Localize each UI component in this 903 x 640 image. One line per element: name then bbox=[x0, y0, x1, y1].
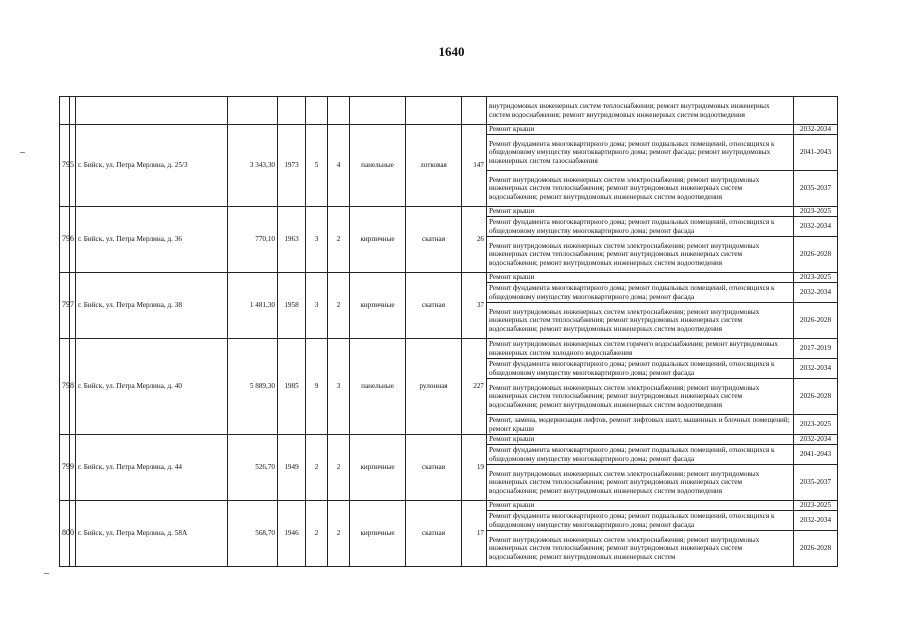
floors: 3 bbox=[306, 207, 328, 273]
entrances: 2 bbox=[328, 435, 350, 501]
total-area: 568,70 bbox=[228, 501, 278, 567]
work-period: 2041-2043 bbox=[794, 135, 838, 171]
roof-type: скатная bbox=[406, 435, 462, 501]
wall-material: кирпичные bbox=[350, 435, 406, 501]
work-description: Ремонт внутридомовых инженерных систем электроснабжения; ремонт внутридомовых инженерных систем теплоснабжения; ремонт внутридомовых инженерных систем водоснабжения; ремонт внутридомовых инженерных систем водоотведения bbox=[487, 465, 794, 501]
roof-type: скатная bbox=[406, 273, 462, 339]
work-description: Ремонт внутридомовых инженерных систем горячего водоснабжения; ремонт внутридомовых инженерных систем холодного водоснабжения bbox=[487, 339, 794, 359]
cell bbox=[406, 97, 462, 125]
work-description: Ремонт фундамента многоквартирного дома; ремонт подвальных помещений, относящихся к общедомовому имуществу многоквартирного дома; ремонт фасада bbox=[487, 445, 794, 465]
roof-type: рулонная bbox=[406, 339, 462, 435]
entrances: 2 bbox=[328, 501, 350, 567]
build-year: 1973 bbox=[278, 125, 306, 207]
row-number: 795 bbox=[60, 125, 70, 207]
row-number: 800 bbox=[60, 501, 70, 567]
work-period: 2026-2028 bbox=[794, 379, 838, 415]
repair-program-table bbox=[59, 96, 838, 567]
total-area: 1 481,30 bbox=[228, 273, 278, 339]
wall-material: панельные bbox=[350, 339, 406, 435]
build-year: 1949 bbox=[278, 435, 306, 501]
row-number: 797 bbox=[60, 273, 70, 339]
entrances: 4 bbox=[328, 125, 350, 207]
work-description: Ремонт крыши bbox=[487, 207, 794, 217]
work-description: Ремонт внутридомовых инженерных систем электроснабжения; ремонт внутридомовых инженерных систем теплоснабжения; ремонт внутридомовых инженерных систем водоснабжения; ремонт внутридомовых инженерных систем водоотведения bbox=[487, 303, 794, 339]
entrances: 2 bbox=[328, 273, 350, 339]
cell bbox=[278, 97, 306, 125]
work-description: Ремонт крыши bbox=[487, 125, 794, 135]
work-period: 2032-2034 bbox=[794, 511, 838, 531]
residents: 37 bbox=[462, 273, 487, 339]
work-description: Ремонт внутридомовых инженерных систем электроснабжения; ремонт внутридомовых инженерных систем теплоснабжения; ремонт внутридомовых инженерных систем водоснабжения; ремонт внутридомовых инженерных систем водоотведения bbox=[487, 171, 794, 207]
row-number: 796 bbox=[60, 207, 70, 273]
residents: 19 bbox=[462, 435, 487, 501]
total-area: 526,70 bbox=[228, 435, 278, 501]
roof-type: скатная bbox=[406, 501, 462, 567]
table-row bbox=[60, 207, 838, 217]
cell bbox=[462, 97, 487, 125]
work-period: 2032-2034 bbox=[794, 435, 838, 445]
total-area: 770,10 bbox=[228, 207, 278, 273]
work-period: 2026-2028 bbox=[794, 237, 838, 273]
work-period: 2023-2025 bbox=[794, 501, 838, 511]
residents: 17 bbox=[462, 501, 487, 567]
scan-mark bbox=[20, 152, 25, 153]
continuation-row bbox=[60, 97, 838, 125]
work-description: Ремонт крыши bbox=[487, 501, 794, 511]
entrances: 3 bbox=[328, 339, 350, 435]
work-period: 2023-2025 bbox=[794, 273, 838, 283]
work-period: 2032-2034 bbox=[794, 359, 838, 379]
build-year: 1963 bbox=[278, 207, 306, 273]
work-period: 2035-2037 bbox=[794, 465, 838, 501]
work-description: Ремонт внутридомовых инженерных систем электроснабжения; ремонт внутридомовых инженерных систем теплоснабжения; ремонт внутридомовых инженерных систем водоснабжения; ремонт внутридомовых инженерных систем водоотведения bbox=[487, 237, 794, 273]
address: г. Бийск, ул. Петра Мерлина, д. 25/3 bbox=[76, 125, 228, 207]
work-description: Ремонт внутридомовых инженерных систем электроснабжения; ремонт внутридомовых инженерных систем теплоснабжения; ремонт внутридомовых инженерных систем водоснабжения; ремонт внутридомовых инженерных систем bbox=[487, 531, 794, 567]
wall-material: кирпичные bbox=[350, 273, 406, 339]
work-period: 2017-2019 bbox=[794, 339, 838, 359]
work-period: 2035-2037 bbox=[794, 171, 838, 207]
cell bbox=[350, 97, 406, 125]
work-description: Ремонт фундамента многоквартирного дома; ремонт подвальных помещений, относящихся к общедомовому имуществу многоквартирного дома; ремонт фасада; ремонт внутридомовых инженерных систем газоснабжения bbox=[487, 135, 794, 171]
wall-material: панельные bbox=[350, 125, 406, 207]
work-description: Ремонт, замена, модернизация лифтов, ремонт лифтовых шахт, машинных и блочных помещений; ремонт крыши bbox=[487, 415, 794, 435]
row-number: 799 bbox=[60, 435, 70, 501]
table-row bbox=[60, 273, 838, 283]
cell bbox=[306, 97, 328, 125]
table-row bbox=[60, 501, 838, 511]
cell bbox=[794, 97, 838, 125]
total-area: 3 343,30 bbox=[228, 125, 278, 207]
residents: 26 bbox=[462, 207, 487, 273]
floors: 9 bbox=[306, 339, 328, 435]
work-period: 2026-2028 bbox=[794, 531, 838, 567]
build-year: 1985 bbox=[278, 339, 306, 435]
work-description: Ремонт крыши bbox=[487, 273, 794, 283]
build-year: 1946 bbox=[278, 501, 306, 567]
floors: 2 bbox=[306, 435, 328, 501]
table-row bbox=[60, 125, 838, 135]
floors: 3 bbox=[306, 273, 328, 339]
page-number: 1640 bbox=[438, 44, 465, 59]
floors: 2 bbox=[306, 501, 328, 567]
work-description: внутридомовых инженерных систем теплоснабжения; ремонт внутридомовых инженерных систем водоснабжения; ремонт внутридомовых инженерных систем водоотведения bbox=[487, 97, 794, 125]
roof-type: лотковая bbox=[406, 125, 462, 207]
work-period: 2032-2034 bbox=[794, 217, 838, 237]
work-description: Ремонт фундамента многоквартирного дома; ремонт подвальных помещений, относящихся к общедомовому имуществу многоквартирного дома; ремонт фасада bbox=[487, 511, 794, 531]
residents: 147 bbox=[462, 125, 487, 207]
table-body bbox=[60, 97, 838, 567]
work-period: 2023-2025 bbox=[794, 415, 838, 435]
address: г. Бийск, ул. Петра Мерлина, д. 40 bbox=[76, 339, 228, 435]
work-description: Ремонт фундамента многоквартирного дома; ремонт подвальных помещений, относящихся к общедомовому имуществу многоквартирного дома; ремонт фасада bbox=[487, 359, 794, 379]
cell bbox=[328, 97, 350, 125]
cell bbox=[76, 97, 228, 125]
scan-mark bbox=[44, 573, 49, 574]
work-period: 2032-2034 bbox=[794, 125, 838, 135]
work-period: 2041-2043 bbox=[794, 445, 838, 465]
work-period: 2023-2025 bbox=[794, 207, 838, 217]
table-row bbox=[60, 339, 838, 359]
address: г. Бийск, ул. Петра Мерлина, д. 36 bbox=[76, 207, 228, 273]
wall-material: кирпичные bbox=[350, 207, 406, 273]
work-description: Ремонт фундамента многоквартирного дома; ремонт подвальных помещений, относящихся к общедомовому имуществу многоквартирного дома; ремонт фасада bbox=[487, 283, 794, 303]
entrances: 2 bbox=[328, 207, 350, 273]
floors: 5 bbox=[306, 125, 328, 207]
table-row bbox=[60, 435, 838, 445]
build-year: 1958 bbox=[278, 273, 306, 339]
row-number: 798 bbox=[60, 339, 70, 435]
wall-material: кирпичные bbox=[350, 501, 406, 567]
work-period: 2026-2028 bbox=[794, 303, 838, 339]
work-description: Ремонт фундамента многоквартирного дома; ремонт подвальных помещений, относящихся к общедомовому имуществу многоквартирного дома; ремонт фасада bbox=[487, 217, 794, 237]
total-area: 5 889,30 bbox=[228, 339, 278, 435]
cell bbox=[60, 97, 70, 125]
address: г. Бийск, ул. Петра Мерлина, д. 58А bbox=[76, 501, 228, 567]
cell bbox=[228, 97, 278, 125]
work-description: Ремонт крыши bbox=[487, 435, 794, 445]
address: г. Бийск, ул. Петра Мерлина, д. 44 bbox=[76, 435, 228, 501]
residents: 227 bbox=[462, 339, 487, 435]
work-period: 2032-2034 bbox=[794, 283, 838, 303]
address: г. Бийск, ул. Петра Мерлина, д. 38 bbox=[76, 273, 228, 339]
work-description: Ремонт внутридомовых инженерных систем электроснабжения; ремонт внутридомовых инженерных систем теплоснабжения; ремонт внутридомовых инженерных систем водоснабжения; ремонт внутридомовых инженерных систем водоотведения bbox=[487, 379, 794, 415]
roof-type: скатная bbox=[406, 207, 462, 273]
